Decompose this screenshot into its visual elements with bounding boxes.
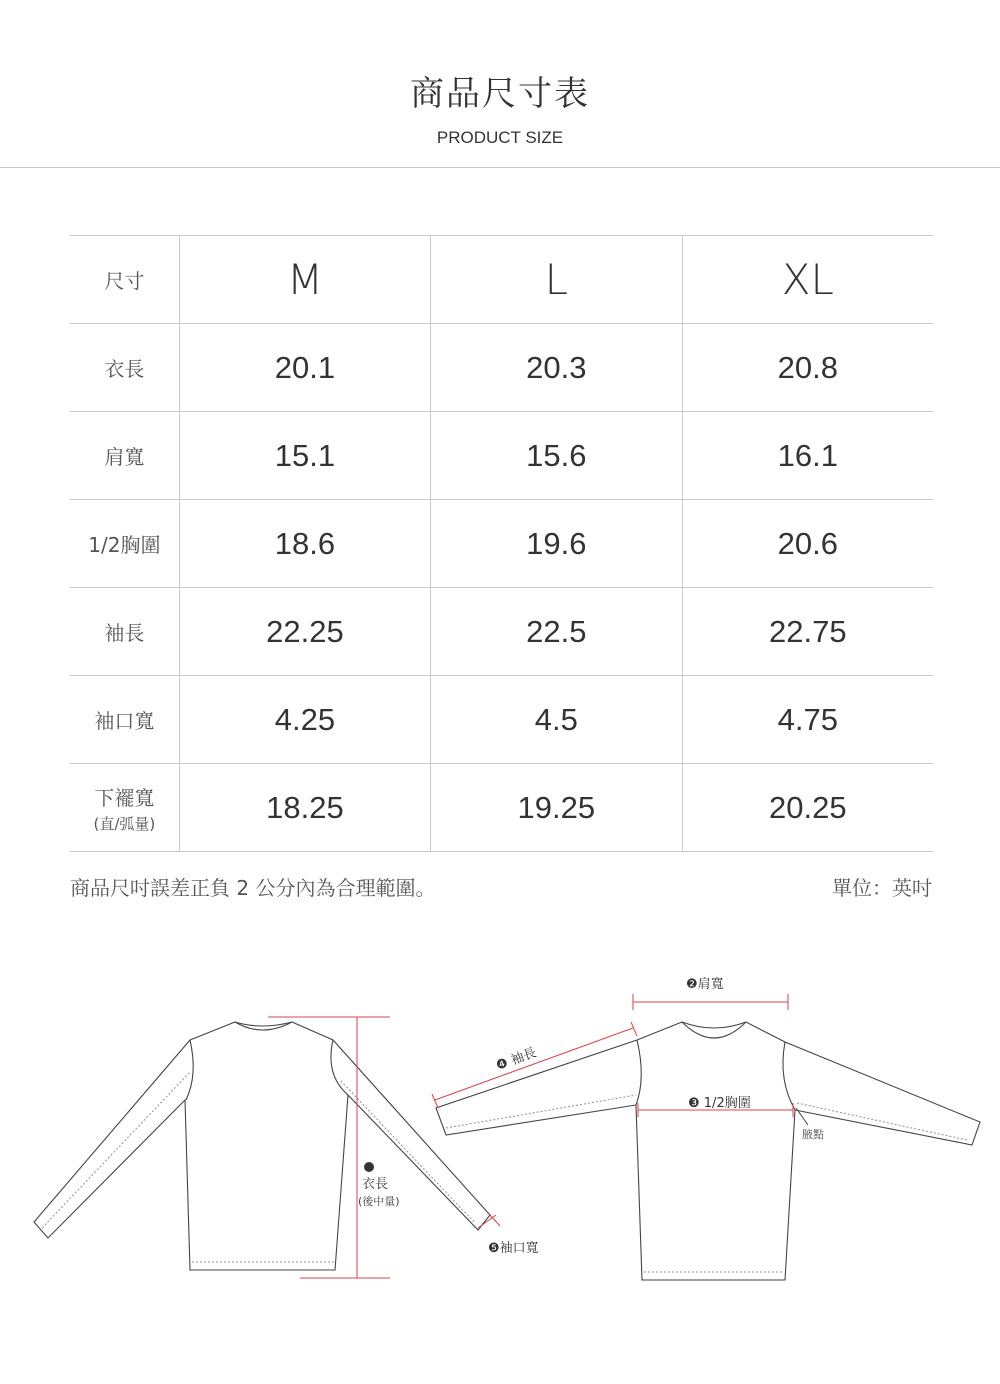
size-header-row: [70, 236, 933, 324]
table-row: [70, 324, 933, 412]
length-sublabel: (後中量): [358, 1195, 400, 1208]
row-label: 衣長: [70, 324, 179, 412]
cell-value: 22.75: [682, 588, 933, 676]
cell-value: 15.6: [431, 412, 682, 500]
armpit-pointer: [796, 1108, 808, 1125]
length-measure: [268, 1017, 390, 1278]
page-subtitle: PRODUCT SIZE: [436, 128, 564, 147]
cell-value: 20.25: [682, 764, 933, 852]
size-l: L: [431, 236, 682, 324]
cell-value: 18.6: [179, 500, 430, 588]
cell-value: 22.25: [179, 588, 430, 676]
table-row: [70, 676, 933, 764]
cell-value: 4.75: [682, 676, 933, 764]
row-label-cell: [70, 764, 179, 852]
cell-value: 18.25: [179, 764, 430, 852]
tolerance-note: 商品尺吋誤差正負 2 公分內為合理範圍。: [70, 876, 436, 900]
cuff-label: ❺袖口寬: [488, 1241, 539, 1256]
length-label: 衣長: [362, 1177, 389, 1192]
unit-label: 單位：英吋: [832, 876, 932, 900]
row-label: 1/2胸圍: [70, 500, 179, 588]
cell-value: 4.5: [431, 676, 682, 764]
cell-value: 22.5: [431, 588, 682, 676]
measurement-diagram: [0, 960, 1000, 1300]
page-title: 商品尺寸表: [410, 74, 590, 114]
size-m: M: [179, 236, 430, 324]
size-xl: XL: [682, 236, 933, 324]
size-table: [70, 235, 933, 852]
table-row: [70, 588, 933, 676]
row-label: 袖長: [70, 588, 179, 676]
cell-value: 15.1: [179, 412, 430, 500]
cell-value: 20.1: [179, 324, 430, 412]
row-label: 下襬寬: [94, 785, 155, 810]
cell-value: 20.3: [431, 324, 682, 412]
shoulder-measure: [633, 994, 788, 1010]
cell-value: 16.1: [682, 412, 933, 500]
cell-value: 20.8: [682, 324, 933, 412]
shirt-back-outline: [34, 1022, 490, 1270]
sleeve-measure: [432, 1022, 637, 1108]
cell-value: 19.25: [431, 764, 682, 852]
chest-label: ❸ 1/2胸圍: [688, 1096, 751, 1111]
table-row: [70, 500, 933, 588]
shoulder-label: ❷肩寬: [686, 977, 724, 992]
row-label: 袖口寬: [70, 676, 179, 764]
cell-value: 20.6: [682, 500, 933, 588]
armpit-label: 腋點: [802, 1128, 824, 1141]
cell-value: 19.6: [431, 500, 682, 588]
cell-value: 4.25: [179, 676, 430, 764]
table-row: [70, 764, 933, 852]
corner-label: 尺寸: [70, 236, 179, 324]
length-marker-icon: [364, 1162, 374, 1172]
table-row: [70, 412, 933, 500]
row-sublabel: (直/弧量): [93, 814, 156, 833]
row-label: 肩寬: [70, 412, 179, 500]
sleeve-label: ❹ 袖長: [494, 1045, 539, 1074]
header-divider: [0, 167, 1000, 168]
